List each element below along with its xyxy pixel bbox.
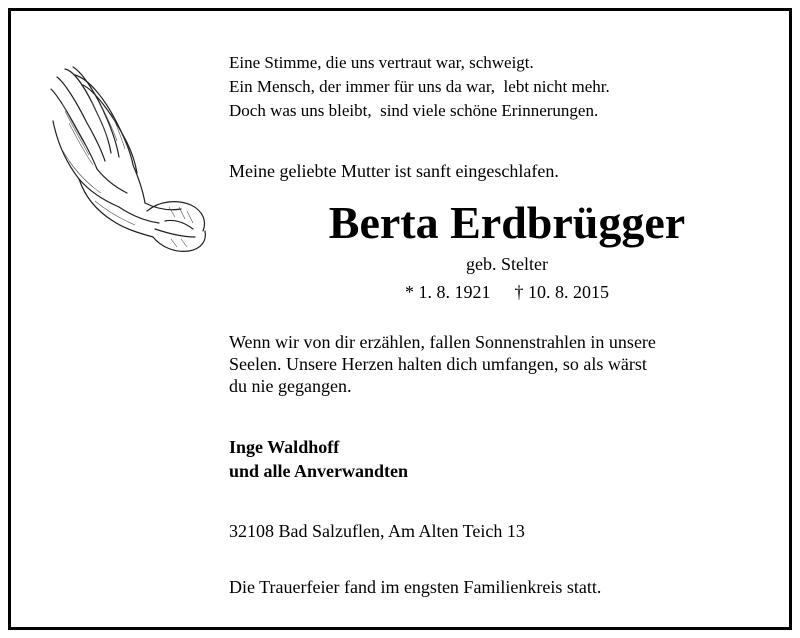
verse-line: Doch was uns bleibt, sind viele schöne Erinnerungen.: [229, 101, 599, 120]
opening-verse: [229, 51, 610, 123]
poem-line: Seelen. Unsere Herzen halten dich umfangen, so als wärst: [229, 354, 647, 374]
mourners: [229, 435, 408, 483]
praying-hands-icon: [35, 61, 215, 261]
obituary-frame: [8, 8, 792, 630]
birth-name: geb. Stelter: [466, 254, 548, 274]
birth-date: * 1. 8. 1921: [405, 282, 491, 302]
death-date: † 10. 8. 2015: [514, 282, 609, 302]
mourner-name: Inge Waldhoff: [229, 437, 340, 457]
intro-text: Meine geliebte Mutter ist sanft eingeschlafen.: [229, 161, 559, 181]
verse-line: Eine Stimme, die uns vertraut war, schweigt.: [229, 53, 534, 72]
deceased-name: Berta Erdbrügger: [328, 197, 686, 248]
verse-line: Ein Mensch, der immer für uns da war, lebt nicht mehr.: [229, 77, 610, 96]
closing-note: Die Trauerfeier fand im engsten Familienkreis statt.: [229, 577, 602, 597]
poem-line: Wenn wir von dir erzählen, fallen Sonnenstrahlen in unsere: [229, 332, 656, 352]
mourner-relatives: und alle Anverwandten: [229, 461, 409, 481]
life-dates: [229, 281, 785, 303]
poem-line: du nie gegangen.: [229, 376, 352, 396]
address: 32108 Bad Salzuflen, Am Alten Teich 13: [229, 521, 525, 541]
memorial-poem: [229, 331, 769, 397]
